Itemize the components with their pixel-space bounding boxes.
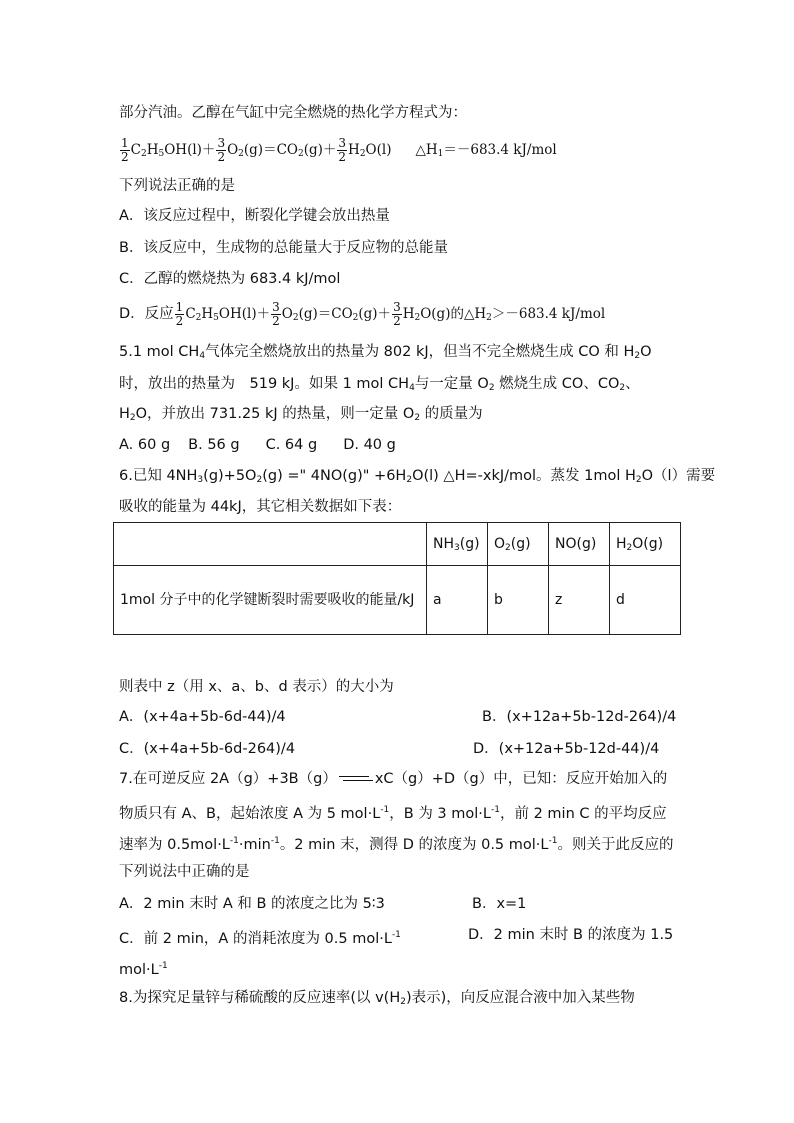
option-a: A．(x+4a+5b-6d-44)/4	[119, 709, 286, 725]
option-c: C．前 2 min，A 的消耗浓度为 0.5 $mol\cdot L^{-1}$	[119, 930, 401, 947]
q7-line-3: 速率为 $0.5mol\cdot L^{-1}\cdot\min^{-1}$。2 min 末，测得 D 的浓度为 0.5 $mol\cdot L^{-1}$。则关于此反应的	[119, 836, 674, 853]
fraction: $\frac{3}{2}$	[393, 300, 401, 328]
option-b: B．x=1	[472, 896, 527, 912]
option-a: A. 60 g	[119, 437, 171, 453]
q7-line-2: 物质只有 A、B，起始浓度 A 为 5 $mol\cdot L^{-1}$，B 为 3 $mol\cdot L^{-1}$，前 2 min C 的平均反应	[119, 805, 667, 822]
fraction: $\frac{3}{2}$	[272, 300, 280, 328]
table-cell: a	[427, 566, 488, 635]
table-header-cell: NO(g)	[549, 523, 610, 566]
q7-line-4: 下列说法中正确的是	[119, 864, 250, 880]
table-row	[114, 566, 681, 635]
table-header-cell: $NH_3(g)$	[427, 523, 488, 566]
equilibrium-arrow-icon	[339, 774, 373, 784]
option-d: D．(x+12a+5b-12d-44)/4	[473, 741, 660, 757]
option-d: D．反应 $\frac{1}{2}$ $C_2H_5OH(l)+$ $\frac{3}{2}$ $O_2(g)=CO_2(g)+$ $\frac{3}{2}$ $H_2O(g)$的$\triangle H_2>-683.4$ kJ/mol	[119, 300, 606, 328]
q6-line-1: 6.已知 $4NH_3(g)+5O_2(g)$ =" 4NO(g)" $+6H_2O(l)$ △H=-xkJ/mol。蒸发 1mol $H_2O(l)$需要	[119, 468, 716, 485]
q5-line-3: $H_2O$，并放出 731.25 kJ 的热量，则一定量 $O_2$ 的质量为	[119, 406, 483, 423]
table-header-cell: $O_2(g)$	[488, 523, 549, 566]
fraction: $\frac{3}{2}$	[217, 136, 226, 164]
option-d: D. 40 g	[343, 437, 396, 453]
fraction: $\frac{1}{2}$	[121, 136, 129, 164]
q6-question: 则表中 z（用 x、a、b、d 表示）的大小为	[119, 679, 394, 695]
option-c: C. 64 g	[265, 437, 318, 453]
bond-energy-table	[113, 522, 681, 635]
option-c: C．(x+4a+5b-6d-264)/4	[119, 741, 296, 757]
table-cell: d	[610, 566, 681, 635]
option-a: A．该反应过程中，断裂化学键会放出热量	[119, 208, 390, 224]
table-cell: b	[488, 566, 549, 635]
option-b: B．该反应中，生成物的总能量大于反应物的总能量	[119, 240, 448, 256]
table-cell: z	[549, 566, 610, 635]
table-header-cell: $H_2O(g)$	[610, 523, 681, 566]
intro-line: 部分汽油。乙醇在气缸中完全燃烧的热化学方程式为：	[119, 105, 467, 121]
option-c: C．乙醇的燃烧热为 683.4 kJ/mol	[119, 271, 341, 287]
option-b: B．(x+12a+5b-12d-264)/4	[482, 709, 677, 725]
q6-line-2: 吸收的能量为 44kJ，其它相关数据如下表：	[119, 499, 402, 515]
fraction: $\frac{3}{2}$	[338, 136, 347, 164]
table-row-label: 1mol 分子中的化学键断裂时需要吸收的能量/kJ	[114, 566, 427, 635]
table-header-row	[114, 523, 681, 566]
option-d: D．2 min 末时 B 的浓度为 1.5	[468, 927, 674, 943]
option-b: B. 56 g	[188, 437, 240, 453]
fraction: $\frac{1}{2}$	[175, 300, 184, 328]
q5-line-1: 5.1 mol $CH_4$气体完全燃烧放出的热量为 802 kJ，但当不完全燃烧生成 CO 和 $H_2O$	[119, 344, 652, 361]
option-d-continued: $mol\cdot L^{-1}$	[119, 961, 168, 978]
q5-line-2: 时，放出的热量为 519 kJ。如果 1 mol $CH_4$与一定量 $O_2$ 燃烧生成 CO、$CO_2$、	[119, 376, 640, 393]
q8-line-1: 8.为探究足量锌与稀硫酸的反应速率(以 $v(H_2)$表示)，向反应混合液中加入某些物	[119, 990, 635, 1007]
table-header-cell	[114, 523, 427, 566]
question-stem: 下列说法正确的是	[119, 178, 235, 194]
q7-line-1: 7.在可逆反应 2A（g）+3B（g） xC（g）+D（g）中，已知：反应开始加入的	[119, 771, 668, 787]
thermo-equation: $\frac{1}{2}$ $C_2H_5OH(l)+$ $\frac{3}{2}$ $O_2(g)=CO_2(g)+$ $\frac{3}{2}$ $H_2O(l)$ $\triangle H_1=-683.4$ kJ/mol	[121, 136, 557, 164]
q5-options	[119, 435, 396, 455]
option-a: A．2 min 末时 A 和 B 的浓度之比为 5∶3	[119, 896, 385, 912]
